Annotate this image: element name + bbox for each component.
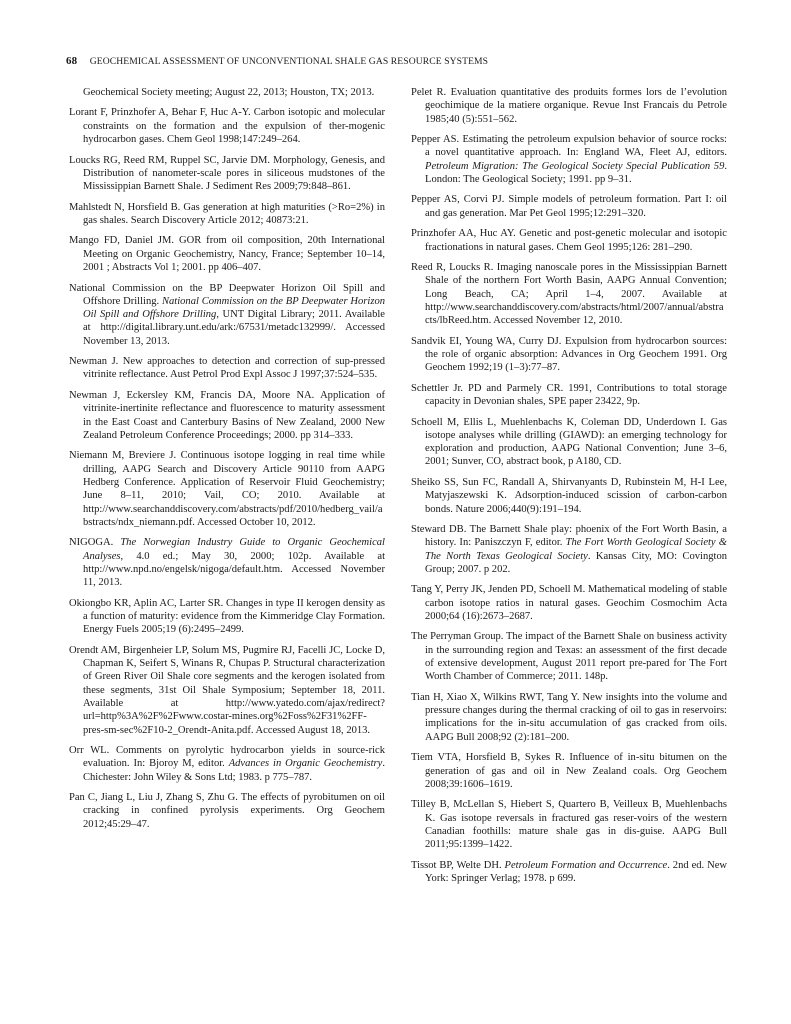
reference-entry: Sandvik EI, Young WA, Curry DJ. Expulsion from hydrocarbon sources: the role of organic absorption: Advances in Org Geochem 1991. Org Geochem 1992;19 (1–3):77–87. [411, 335, 727, 374]
reference-text: National Commission on the BP Deepwater Horizon Oil Spill and Offshore Drilling. [69, 282, 385, 307]
reference-entry: Mango FD, Daniel JM. GOR from oil composition, 20th International Meeting on Organic Geochemistry, Nancy, France; September 10–14, 2001 ; Abstracts Vol 1; 2001. pp 406–407. [69, 235, 385, 274]
reference-entry: Niemann M, Breviere J. Continuous isotope logging in real time while drilling, AAPG Search and Discovery Article 90110 from AAPG Hedberg Conference. Application of Reservoir Fluid Geochemistry; June 8–11, 2010; Vail, CO; 2010. Available at http://www.searchanddiscovery.com/abstracts/pdf/2010/hedberg_vail/abstracts/ndx_niemann.pdf. Accessed October 10, 2012. [69, 450, 385, 528]
reference-entry: Tiem VTA, Horsfield B, Sykes R. Influence of in-situ bitumen on the generation of gas and oil in New Zealand coals. Org Geochem 2008;39:1606–1619. [411, 752, 727, 790]
reference-entry: Pelet R. Evaluation quantitative des produits formes lors de l’evolution geochimique de la matiere organique. Revue Inst Francais du Petrole 1985;40 (5):551–562. [411, 87, 727, 125]
reference-entry: Prinzhofer AA, Huc AY. Genetic and post-genetic molecular and isotopic fractionations in natural gases. Chem Geol 1995;126: 281–290. [411, 228, 727, 253]
reference-title-italic: The Fort Worth Geological Society & The North Texas Geological Society [425, 537, 727, 562]
reference-entry: Schoell M, Ellis L, Muehlenbachs K, Coleman DD, Underdown I. Gas isotope analyses while drilling (GIAWD): an emerging technology for exploration and production, AAPG National Convention; June 3–6, 2001; Sunver, CO, abstract book, p A180, CD. [411, 416, 727, 468]
reference-text: , UNT Digital Library; 2011. Available at http://digital.library.unt.edu/ark:/67531/metadc132999/. Accessed November 13, 2013. [83, 309, 385, 347]
reference-entry: Okiongbo KR, Aplin AC, Larter SR. Changes in type II kerogen density as a function of maturity: evidence from the Kimmeridge Clay Formation. Energy Fuels 2005;19 (6):2495–2499. [69, 597, 385, 636]
reference-entry: The Perryman Group. The impact of the Barnett Shale on business activity in the surrounding region and Texas: an assessment of the first decade of extensive development, August 2011 report pre-pared for The Fort Worth Chamber of Commerce; 2011. 148p. [411, 631, 727, 683]
reference-entry: Mahlstedt N, Horsfield B. Gas generation at high maturities (>Ro=2%) in gas shales. Search Discovery Article 2012; 40873:21. [69, 201, 385, 226]
reference-text: . London: The Geological Society; 1991. pp 9–31. [425, 160, 727, 185]
reference-entry: Schettler Jr. PD and Parmely CR. 1991, Contributions to total storage capacity in Devonian shales, SPE paper 23422, 9p. [411, 382, 727, 408]
reference-title-italic: Petroleum Migration: The Geological Society Special Publication 59 [425, 160, 725, 172]
reference-title-italic: Petroleum Formation and Occurrence [504, 859, 668, 871]
reference-entry [411, 133, 727, 186]
reference-text: Steward DB. The Barnett Shale play: phoenix of the Fort Worth Basin, a history. In: Paniszczyn F, editor. [411, 524, 727, 549]
reference-text: Orr WL. Comments on pyrolytic hydrocarbon yields in source-rick evaluation. In: Bjoroy M, editor. [69, 745, 385, 770]
reference-entry: Loucks RG, Reed RM, Ruppel SC, Jarvie DM. Morphology, Genesis, and Distribution of nanometer-scale pores in siliceous mudstones of the Mississippian Barnett Shale. J Sediment Res 2009;79:848–861. [69, 154, 385, 193]
running-title: GEOCHEMICAL ASSESSMENT OF UNCONVENTIONAL SHALE GAS RESOURCE SYSTEMS [89, 56, 489, 67]
reference-title-italic: The Norwegian Industry Guide to Organic Geochemical Analyses [83, 537, 385, 562]
reference-entry [69, 536, 385, 589]
references-left-column [69, 86, 385, 838]
reference-entry: Tilley B, McLellan S, Hiebert S, Quartero B, Veilleux B, Muehlenbachs K. Gas isotope reversals in fractured gas reser-voirs of the western Canadian foothills: mature shale gas in dis-guise. AAPG Bull 2011;95:1399–1422. [411, 799, 727, 851]
reference-text: . Kansas City, MO: Covington Group; 2007. p 202. [425, 550, 727, 575]
reference-entry: Tang Y, Perry JK, Jenden PD, Schoell M. Mathematical modeling of stable carbon isotope ratios in natural gases. Geochim Cosmochim Acta 2000;64 (16):2673–2687. [411, 584, 727, 622]
reference-entry [411, 523, 727, 576]
reference-title-italic: Advances in Organic Geochemistry [228, 758, 383, 770]
reference-entry: Reed R, Loucks R. Imaging nanoscale pores in the Mississippian Barnett Shale of the northern Fort Worth Basin, AAPG Annual Convention; Long Beach, CA; April 1–4, 2007. Available at http://www.searchanddiscovery.com/abstracts/html/2007/annual/abstracts/lbReed.htm. Accessed November 12, 2010. [411, 262, 727, 327]
reference-entry: Geochemical Society meeting; August 22, 2013; Houston, TX; 2013. [83, 87, 375, 98]
page-number: 68 [66, 55, 78, 67]
reference-entry: Sheiko SS, Sun FC, Randall A, Shirvanyants D, Rubinstein M, H-I Lee, Matyjaszewski K. Adsorption-induced scission of carbon-carbon bonds. Nature 2006;440(9):191–194. [411, 476, 727, 515]
references-right-column [411, 86, 727, 892]
reference-entry [411, 859, 727, 886]
reference-entry [69, 744, 385, 784]
reference-text: . 2nd ed. New York: Springer Verlag; 1978. p 699. [425, 859, 728, 884]
reference-entry: Tian H, Xiao X, Wilkins RWT, Tang Y. New insights into the volume and pressure changes during the thermal cracking of oil to gas in reservoirs: implications for the in-situ accumulation of gas cracked from oils. AAPG Bull 2008;92 (2):181–200. [411, 691, 727, 743]
reference-entry: Newman J. New approaches to detection and correction of sup-pressed vitrinite reflectance. Aust Petrol Prod Expl Assoc J 1997;37:524–535. [69, 356, 385, 381]
reference-text: Tissot BP, Welte DH. [411, 859, 505, 871]
reference-text: NIGOGA. [69, 537, 121, 549]
reference-entry: Pan C, Jiang L, Liu J, Zhang S, Zhu G. The effects of pyrobitumen on oil cracking in confined pyrolysis experiments. Org Geochem 2012;45:29–47. [69, 792, 385, 830]
reference-text: . Chichester: John Wiley & Sons Ltd; 1983. p 775–787. [83, 758, 385, 783]
reference-text: , 4.0 ed.; May 30, 2000; 102p. Available at http://www.npd.no/engelsk/nigoga/default.htm. Accessed November 11, 2013. [83, 550, 385, 589]
reference-entry: Orendt AM, Birgenheier LP, Solum MS, Pugmire RJ, Facelli JC, Locke D, Chapman K, Seifert S, Winans R, Chupas P. Structural characterization of Green River Oil Shale core segments and the kerogen isolated from these segments, 31st Oil Shale Symposium; September 18, 2011. Available at http://www.yatedo.com/ajax/redirect?url=http%3A%2F%2Fwww.costar-mines.org%2Foss%2F31%2FF-pres-sm-sec%2F10-2_Orendt-Anita.pdf. Accessed August 18, 2013. [69, 644, 385, 736]
reference-entry: Pepper AS, Corvi PJ. Simple models of petroleum formation. Part I: oil and gas generation. Mar Pet Geol 1995;12:291–320. [411, 194, 727, 219]
reference-title-italic: National Commission on the BP Deepwater Horizon Oil Spill and Offshore Drilling [83, 295, 385, 321]
reference-text: Pepper AS. Estimating the petroleum expulsion behavior of source rocks: a novel quantitative approach. In: England WA, Fleet AJ, editors. [411, 134, 727, 159]
running-header [66, 55, 736, 71]
reference-entry [69, 282, 385, 348]
reference-entry: Newman J, Eckersley KM, Francis DA, Moore NA. Application of vitrinite-inertinite reflectance and fluorescence to maturity assessment in the East Coast and Canterbury Basins of New Zealand, 2000 New Zealand Petroleum Conference Proceedings; 2000. pp 314–333. [69, 389, 385, 441]
reference-entry: Lorant F, Prinzhofer A, Behar F, Huc A-Y. Carbon isotopic and molecular constraints on the formation and the expulsion of ther-mogenic hydrocarbon gases. Chem Geol 1998;147:249–264. [69, 107, 385, 146]
